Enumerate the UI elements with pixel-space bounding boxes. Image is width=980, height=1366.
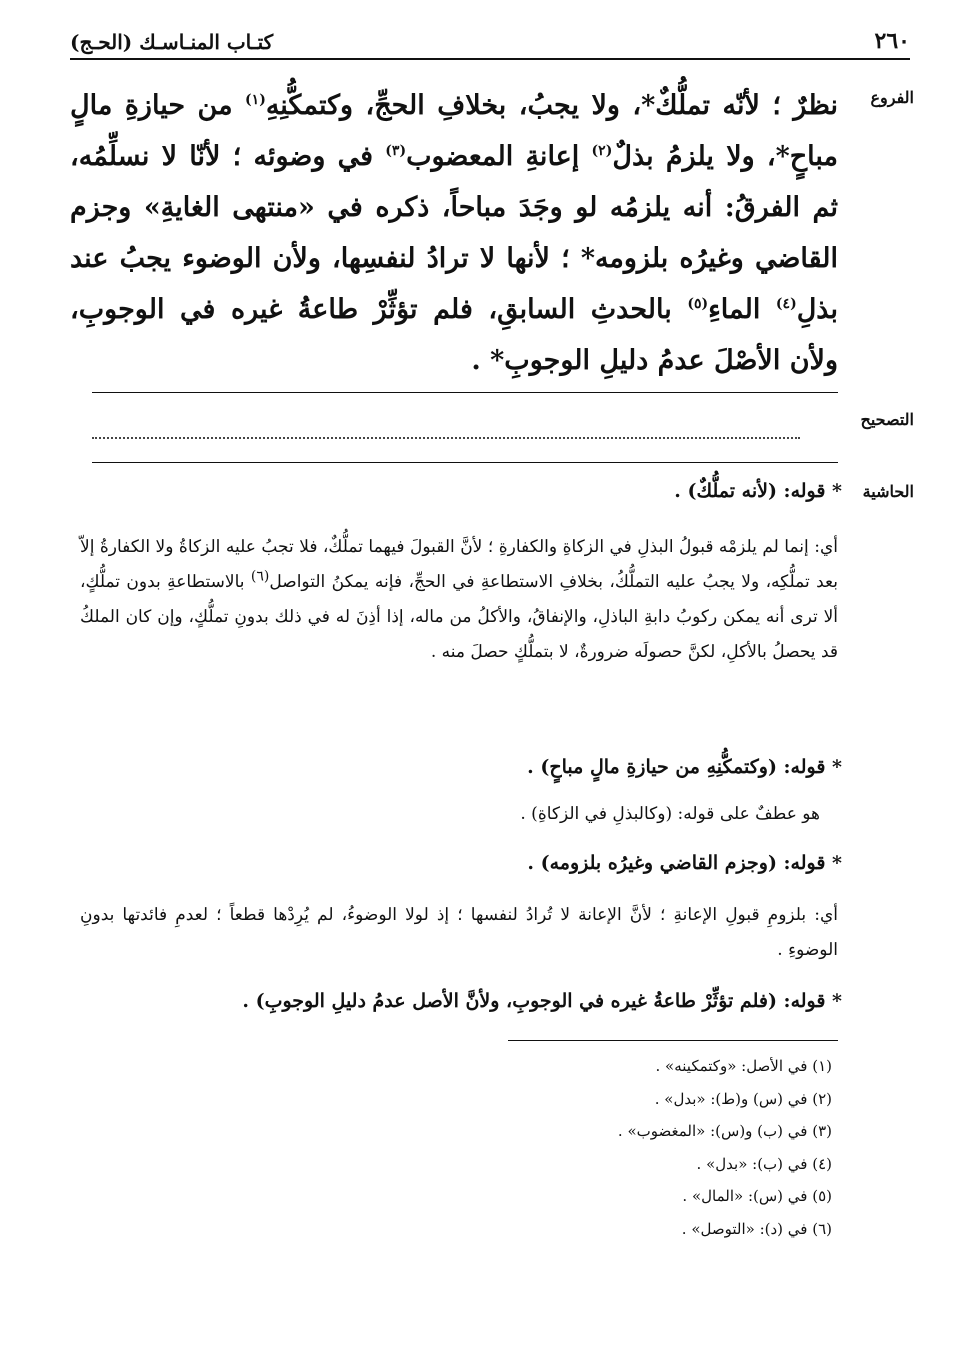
hashiya-comment-2: هو عطفٌ على قوله: (وكالبذلِ في الزكاةِ) . [520,804,820,824]
footnotes [618,1050,832,1245]
section-divider [92,462,838,463]
main-text-part: بالحدثِ السابقِ، فلم تؤثِّرْ طاعةُ غيره في الوجوبِ، ولأن الأصْلَ عدمُ دليلِ الوجوبِ* . [70,294,838,376]
footnote-item: (١) في الأصل: «وكتمكينه» . [655,1057,832,1075]
footnote-ref: (٣) [385,143,407,159]
footnote-divider [508,1040,838,1041]
hashiya-quote-1: * قوله: (لأنه تملُّكٌ) . [674,480,842,502]
tashih-label: التصحيح [860,410,914,429]
footnote-ref: (٦) [250,568,270,585]
page-header [70,18,910,60]
main-text [70,80,838,386]
main-text-part: نظرٌ ؛ لأنّه تملُّكٌ*، ولا يجبُ، بخلافِ الحجِّ، وكتمكُّنِهِ [265,90,838,121]
comment-text: بالاستطاعةِ بدون تملُّكٍ، ألا ترى أنه يمكن ركوبُ دابةِ الباذلِ، والإنفاقُ، والأكلُ من ماله، إذا أذِنَ له في ذلك بدونِ تملُّكٍ، وإن كان الملكُ قد يحصلُ بالأكلِ، لكنَّ حصولَه ضرورةٌ، لا بتملُّكٍ حصلَ منه . [80,572,838,662]
section-divider [92,392,838,393]
hashiya-comment-3: أي: بلزومِ قبولِ الإعانةِ ؛ لأنَّ الإعانة لا تُرادُ لنفسها ؛ إذ لولا الوضوءُ، لم يُرِدْها قطعاً ؛ لعدمِ فائدتها بدونِ الوضوءِ . [80,905,838,960]
footnote-ref: (١) [245,92,266,108]
footnote-item: (٣) في (ب) و(س): «المغضوب» . [617,1122,832,1140]
hashiya-quote-3: * قوله: (وجزم القاضي وغيرُه بلزومه) . [527,852,842,874]
furu-label: الفروع [870,88,914,107]
hashiya-quote-4: * قوله: (فلم تؤثِّرْ طاعةُ غيره في الوجوبِ، ولأنَّ الأصل عدمُ دليلِ الوجوبِ) . [242,990,842,1012]
tashih-dotted-line [92,423,800,439]
footnote-item: (٥) في (س): «المال» . [682,1187,832,1205]
main-text-part: الماءِ [708,294,776,325]
main-text-part: من حيازةِ مالٍ مباحٍ*، ولا يلزمُ بذلٌ [70,90,838,172]
footnote-ref: (٥) [687,296,709,312]
book-title: كتـاب المنـاسـك (الحـج) [70,30,274,54]
page-number: ٢٦٠ [874,28,910,54]
footnote-ref: (٤) [775,296,797,312]
comment-text: أي: إنما لم يلزمْه قبولُ البذلِ في الزكاةِ والكفارةِ ؛ لأنَّ القبولَ فيهما تملُّكٌ، فلا تجبُ عليه الزكاةُ ولا الكفارةُ إلاّ بعد تملُّكِه، ولا يجبُ عليه التملُّكُ، بخلافِ الاستطاعةِ في الحجِّ، فإنه يمكنُ التواصل [80,537,838,592]
footnote-item: (٢) في (س) و(ط): «بدل» . [654,1089,832,1108]
main-text-part: في وضوئه ؛ لأنّا لا نسلِّمُه، ثم الفرقُ: أنه يلزمُه لو وجَدَ مباحاً، ذكره في «منتهى الغايةِ» وجزم القاضي وغيرُه بلزومه* ؛ لأنها لا ترادُ لنفسِها، ولأن الوضوء يجبُ عند بذلِ [70,141,838,325]
footnote-ref: (٢) [591,143,613,159]
footnote-item: (٦) في (د): «التوصل» . [681,1219,832,1238]
hashiya-quote-2: * قوله: (وكتمكُّنِهِ من حيازةِ مالٍ مباحٍ) . [527,756,842,778]
hashiya-comment-1 [80,530,838,670]
footnote-item: (٤) في (ب): «بدل» . [696,1154,832,1173]
main-text-part: إعانةِ المعضوب [406,141,592,172]
hashiya-label: الحاشية [862,482,914,501]
